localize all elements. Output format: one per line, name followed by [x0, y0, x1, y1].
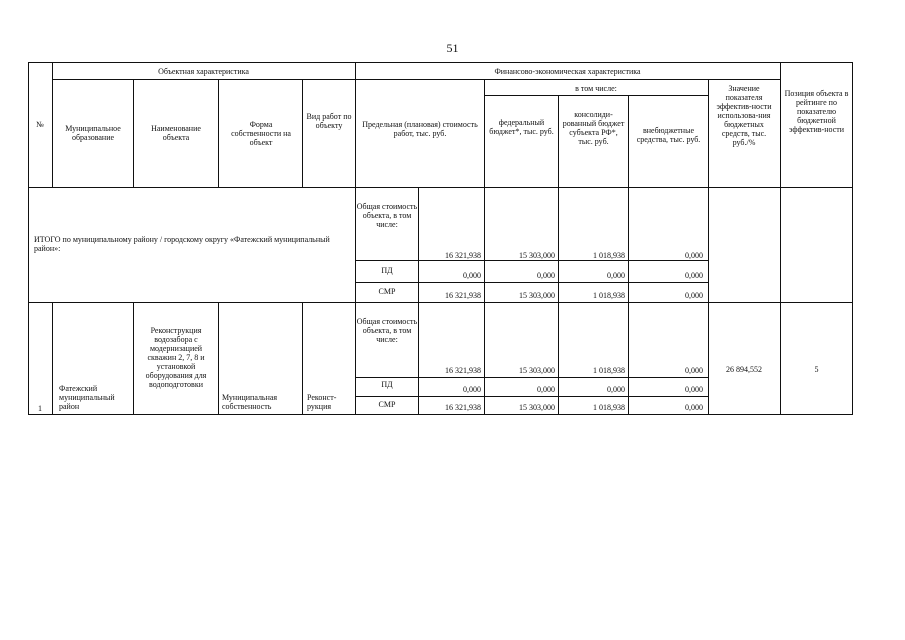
header-ownership: Форма собственности на объект — [231, 120, 291, 147]
header-federal: федеральный бюджет*, тыс. руб. — [489, 118, 554, 136]
object-row-label: Общая стоимость объекта, в том числе: — [356, 317, 418, 344]
object-work-type: Реконст-рукция — [307, 393, 337, 411]
header-consolidated: консолиди-рованный бюджет субъекта РФ*, тыс. руб. — [562, 110, 625, 146]
total-label: ИТОГО по муниципальному району / городскому округу «Фатежский муниципальный район»: — [34, 235, 330, 253]
total-federal: 15 303,000 — [519, 251, 555, 260]
total-limit: 16 321,938 — [445, 251, 481, 260]
total-smr-limit: 16 321,938 — [445, 291, 481, 300]
total-row-label: Общая стоимость объекта, в том числе: — [356, 202, 418, 229]
total-pd-limit: 0,000 — [463, 271, 481, 280]
header-object-name: Наименование объекта — [151, 124, 201, 142]
object-name: Реконструкция водозабора с модернизацией скважин 2, 7, 8 и установкой оборудования для водоподготовки — [145, 326, 207, 389]
object-pd-label: ПД — [381, 380, 393, 389]
object-smr-federal: 15 303,000 — [519, 403, 555, 412]
budget-table — [28, 62, 853, 415]
total-smr-extra: 0,000 — [685, 291, 703, 300]
total-pd-extra: 0,000 — [685, 271, 703, 280]
object-pd-federal: 0,000 — [537, 385, 555, 394]
total-smr-label: СМР — [378, 287, 396, 296]
object-num: 1 — [38, 404, 42, 413]
header-extrabudget: внебюджетные средства, тыс. руб. — [636, 126, 701, 144]
object-pd-consolidated: 0,000 — [607, 385, 625, 394]
object-pd-extra: 0,000 — [685, 385, 703, 394]
total-pd-consolidated: 0,000 — [607, 271, 625, 280]
object-limit: 16 321,938 — [445, 366, 481, 375]
header-rank: Позиция объекта в рейтинге по показателю бюджетной эффектив-ности — [784, 89, 849, 134]
total-consolidated: 1 018,938 — [593, 251, 625, 260]
header-object-group: Объектная характеристика — [158, 67, 249, 76]
header-municipality: Муниципальное образование — [65, 124, 121, 142]
header-finance-group: Финансово-экономическая характеристика — [494, 67, 641, 76]
header-efficiency: Значение показателя эффектив-ности использова-ния бюджетных средств, тыс. руб./% — [716, 84, 772, 147]
header-limit-cost: Предельная (плановая) стоимость работ, тыс. руб. — [362, 120, 478, 138]
object-federal: 15 303,000 — [519, 366, 555, 375]
object-ownership: Муниципальная собственность — [222, 393, 278, 411]
object-municipality: Фатежский муниципальный район — [59, 384, 115, 411]
object-smr-limit: 16 321,938 — [445, 403, 481, 412]
object-smr-consolidated: 1 018,938 — [593, 403, 625, 412]
header-including: в том числе: — [575, 84, 617, 93]
object-extra: 0,000 — [685, 366, 703, 375]
header-work-type: Вид работ по объекту — [306, 112, 352, 130]
object-rank: 5 — [814, 365, 819, 374]
total-pd-federal: 0,000 — [537, 271, 555, 280]
page-number: 51 — [446, 41, 459, 55]
object-smr-label: СМР — [378, 400, 396, 409]
total-smr-consolidated: 1 018,938 — [593, 291, 625, 300]
object-smr-extra: 0,000 — [685, 403, 703, 412]
total-pd-label: ПД — [381, 266, 393, 275]
total-smr-federal: 15 303,000 — [519, 291, 555, 300]
object-pd-limit: 0,000 — [463, 385, 481, 394]
object-efficiency: 26 894,552 — [726, 365, 762, 374]
total-extra: 0,000 — [685, 251, 703, 260]
object-consolidated: 1 018,938 — [593, 366, 625, 375]
header-num: № — [36, 120, 44, 129]
